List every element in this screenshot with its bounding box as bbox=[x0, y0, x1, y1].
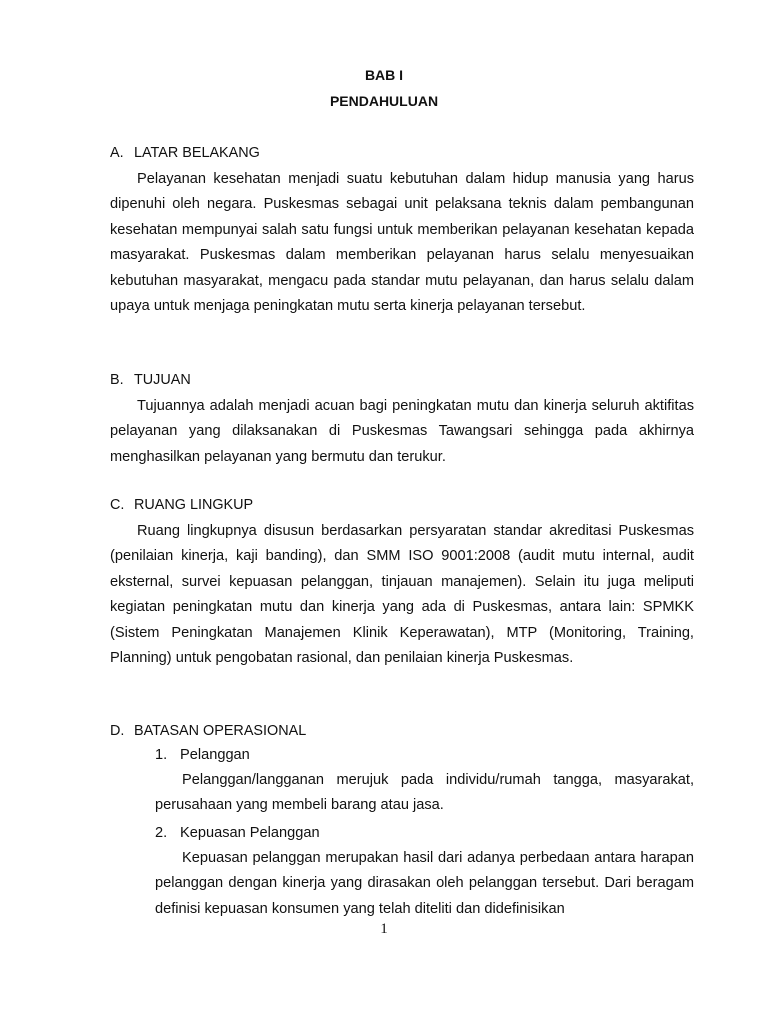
section-heading bbox=[110, 721, 694, 741]
page-number: 1 bbox=[380, 921, 388, 937]
subsection-paragraph: Pelanggan/langganan merujuk pada individu/rumah tangga, masyarakat, perusahaan yang membeli barang atau jasa. bbox=[155, 772, 694, 814]
section-heading bbox=[110, 370, 694, 390]
section-heading bbox=[110, 143, 694, 163]
section-letter: C. bbox=[110, 497, 125, 513]
section-paragraph: Ruang lingkupnya disusun berdasarkan persyaratan standar akreditasi Puskesmas (penilaian kinerja, kaji banding), dan SMM ISO 9001:2008 (audit mutu internal, audit eksternal, survei kepuasan pelanggan, tinjauan manajemen). Selain itu juga meliputi kegiatan peningkatan mutu dan kinerja yang ada di Puskesmas, antara lain: SPMKK (Sistem Peningkatan Manajemen Klinik Keperawatan), MTP (Monitoring, Training, Planning) untuk pengobatan rasional, dan penilaian kinerja Puskesmas. bbox=[110, 523, 694, 667]
section-batasan-operasional bbox=[110, 721, 694, 922]
subsection-title: Pelanggan bbox=[180, 747, 250, 763]
section-paragraph: Pelayanan kesehatan menjadi suatu kebutuhan dalam hidup manusia yang harus dipenuhi oleh negara. Puskesmas sebagai unit pelaksana teknis dalam pembangunan kesehatan mempunyai salah satu fungsi untuk memberikan pelayanan kesehatan kepada masyarakat. Puskesmas dalam memberikan pelayanan harus selalu menyesuaikan kebutuhan masyarakat, mengacu pada standar mutu pelayanan, dan harus selalu dalam upaya untuk menjaga peningkatan mutu serta kinerja pelayanan tersebut. bbox=[110, 171, 694, 315]
chapter-number: BAB I bbox=[364, 67, 404, 83]
subsection-heading bbox=[155, 744, 694, 766]
section-latar-belakang bbox=[110, 143, 694, 319]
subsection-number: 1. bbox=[155, 747, 168, 763]
section-title: RUANG LINGKUP bbox=[134, 497, 254, 513]
section-title: BATASAN OPERASIONAL bbox=[134, 723, 307, 739]
section-title: LATAR BELAKANG bbox=[134, 145, 260, 161]
subsection-title: Kepuasan Pelanggan bbox=[180, 824, 320, 841]
section-letter: D. bbox=[110, 723, 125, 739]
section-letter: B. bbox=[110, 372, 124, 388]
subsection-heading bbox=[155, 822, 694, 844]
section-ruang-lingkup bbox=[110, 495, 694, 671]
subsection-pelanggan bbox=[155, 744, 694, 819]
section-paragraph: Tujuannya adalah menjadi acuan bagi peningkatan mutu dan kinerja seluruh aktifitas pelayanan yang dilaksanakan di Puskesmas Tawangsari sehingga pada akhirnya menghasilkan pelayanan yang bermutu dan terukur. bbox=[110, 398, 694, 465]
subsection-kepuasan-pelanggan bbox=[155, 822, 694, 922]
section-letter: A. bbox=[110, 145, 124, 161]
subsection-number: 2. bbox=[155, 824, 168, 841]
section-title: TUJUAN bbox=[134, 372, 191, 388]
subsection-paragraph: Kepuasan pelanggan merupakan hasil dari adanya perbedaan antara harapan pelanggan dengan kinerja yang dirasakan oleh pelanggan tersebut. Dari beragam definisi kepuasan konsumen yang telah diteliti dan didefinisikan bbox=[155, 849, 694, 917]
chapter-title: PENDAHULUAN bbox=[329, 93, 439, 109]
section-heading bbox=[110, 495, 694, 515]
section-tujuan bbox=[110, 370, 694, 470]
